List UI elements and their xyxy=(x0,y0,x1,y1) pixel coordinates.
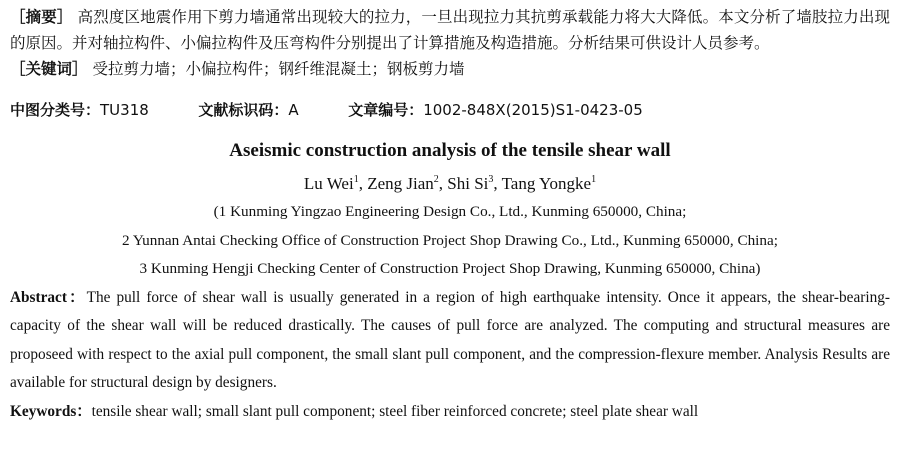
english-title: Aseismic construction analysis of the tensile shear wall xyxy=(229,140,671,161)
chinese-abstract xyxy=(10,4,890,56)
article-no-label: 文章编号： xyxy=(348,101,424,119)
english-keywords-text: tensile shear wall; small slant pull component; steel fiber reinforced concrete; steel plate shear wall xyxy=(91,402,699,420)
affiliation-2: 2 Yunnan Antai Checking Office of Construction Project Shop Drawing Co., Ltd., Kunming 650000, China; xyxy=(122,231,778,249)
clc-label: 中图分类号： xyxy=(10,101,101,119)
english-abstract xyxy=(10,284,890,398)
author: Zeng Jian$^2$ xyxy=(367,174,439,193)
clc-value: TU318 xyxy=(100,101,149,119)
chinese-keywords xyxy=(10,56,890,82)
doc-code-value: A xyxy=(288,101,299,119)
article-no-value: 1002-848X(2015)S1-0423-05 xyxy=(423,101,643,119)
affiliation-3: 3 Kunming Hengji Checking Center of Construction Project Shop Drawing, Kunming 650000, China) xyxy=(139,260,761,277)
chinese-keywords-text: 受拉剪力墙；小偏拉构件；钢纤维混凝土；钢板剪力墙 xyxy=(92,60,465,78)
english-abstract-label: Abstract： xyxy=(10,288,87,306)
classification-line xyxy=(10,97,890,123)
chinese-abstract-label: ［摘要］ xyxy=(10,8,73,26)
author: Lu Wei$^1$ xyxy=(303,174,359,193)
english-abstract-text: The pull force of shear wall is usually generated in a region of high earthquake intensity. Once it appears, the shear-bearing-capacity of the shear wall will be reduced drastically. The causes of pull force are analyzed. The computing and structural measures are proposeed with respect to the axial pull component, the small slant pull component, and the compression-flexure member. Analysis Results are available for structural design by designers. xyxy=(10,288,890,391)
chinese-keywords-label: ［关键词］ xyxy=(10,60,88,78)
author: Tang Yongke$^1$ xyxy=(501,174,597,193)
author-list: Lu Wei$^1$, Zeng Jian$^2$, Shi Si$^3$, Tang Yongke$^1$ xyxy=(303,174,597,193)
paper-front-matter xyxy=(10,4,890,426)
chinese-abstract-text: 高烈度区地震作用下剪力墙通常出现较大的拉力，一旦出现拉力其抗剪承载能力将大大降低。本文分析了墙肢拉力出现的原因。并对轴拉构件、小偏拉构件及压弯构件分别提出了计算措施及构造措施。分析结果可供设计人员参考。 xyxy=(10,8,890,52)
author: Shi Si$^3$ xyxy=(447,174,494,193)
affiliation-1: (1 Kunming Yingzao Engineering Design Co., Ltd., Kunming 650000, China; xyxy=(213,203,687,220)
english-keywords-label: Keywords： xyxy=(10,402,92,420)
doc-code-label: 文献标识码： xyxy=(198,101,289,119)
english-keywords xyxy=(10,398,890,426)
